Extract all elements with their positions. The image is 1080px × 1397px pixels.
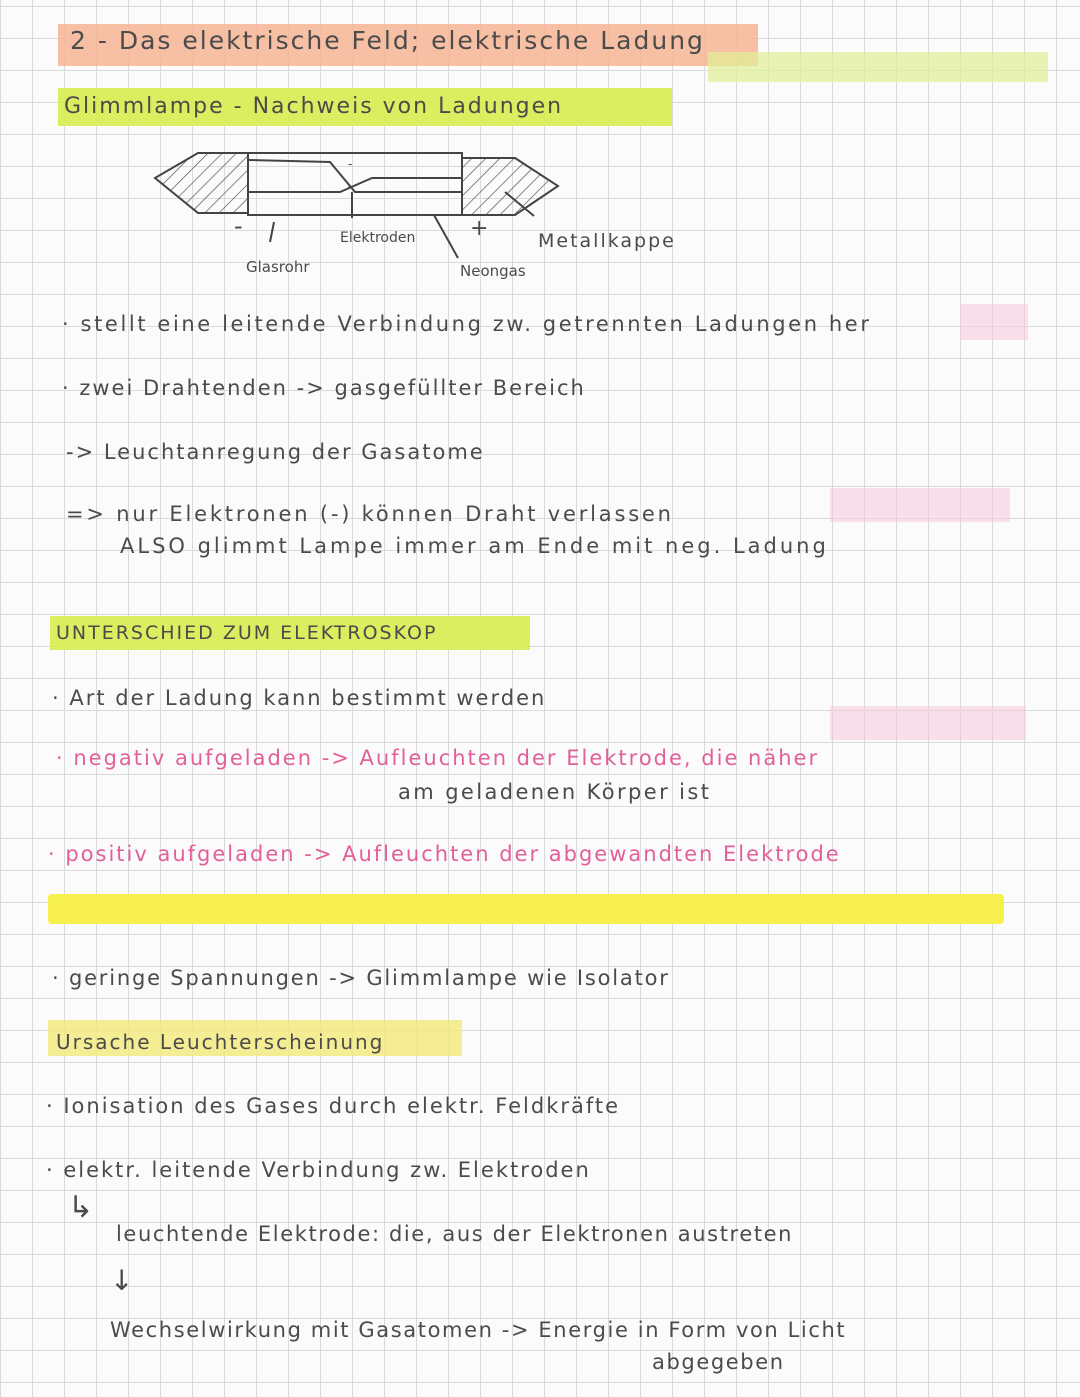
section3-heading: Ursache Leuchterscheinung [56, 1030, 385, 1054]
note-line: · geringe Spannungen -> Glimmlampe wie Isolator [52, 966, 670, 990]
note-line-pink: · negativ aufgeladen -> Aufleuchten der Elektrode, die näher [56, 746, 820, 770]
label-metal-cap: Metallkappe [538, 230, 676, 252]
plus-sign: + [470, 216, 491, 241]
pink-mark-2 [830, 488, 1010, 522]
svg-text:-: - [348, 179, 353, 193]
note-line: am geladenen Körper ist [398, 780, 712, 804]
svg-text:-: - [348, 157, 353, 171]
note-line: · Ionisation des Gases durch elektr. Feldkräfte [46, 1094, 621, 1118]
pink-mark-1 [960, 304, 1028, 340]
note-line: -> Leuchtanregung der Gasatome [66, 440, 485, 464]
left-metal-cap [155, 153, 248, 213]
note-line-pink: · positiv aufgeladen -> Aufleuchten der abgewandten Elektrode [48, 842, 841, 866]
page-title: 2 - Das elektrische Feld; elektrische Ladung [70, 26, 705, 55]
label-glass-tube: Glasrohr [246, 258, 310, 276]
section2-heading: UNTERSCHIED ZUM ELEKTROSKOP [56, 622, 438, 644]
minus-sign: - [234, 212, 245, 240]
electrode-left [248, 160, 462, 192]
note-line: · stellt eine leitende Verbindung zw. getrennten Ladungen her [62, 312, 872, 336]
note-line: abgegeben [652, 1350, 785, 1374]
down-arrow: ↓ [110, 1264, 134, 1297]
note-line: · zwei Drahtenden -> gasgefüllter Bereich [62, 376, 586, 400]
electrode-right [248, 178, 462, 192]
divider-highlight [48, 894, 1004, 924]
title-side-highlight [708, 52, 1048, 82]
hook-arrow: ↳ [68, 1190, 94, 1225]
note-line: · elektr. leitende Verbindung zw. Elektroden [46, 1158, 591, 1182]
note-line: ALSO glimmt Lampe immer am Ende mit neg. Ladung [120, 534, 829, 558]
label-neon-gas: Neongas [460, 262, 526, 280]
note-line: leuchtende Elektrode: die, aus der Elektronen austreten [116, 1222, 794, 1246]
label-electrodes: Elektroden [340, 230, 416, 246]
right-metal-cap [462, 158, 558, 215]
note-line: Wechselwirkung mit Gasatomen -> Energie in Form von Licht [110, 1318, 847, 1342]
note-line: => nur Elektronen (-) können Draht verlassen [66, 502, 674, 526]
glass-tube [248, 153, 462, 215]
section1-heading: Glimmlampe - Nachweis von Ladungen [64, 94, 564, 119]
pink-mark-3 [830, 706, 1026, 740]
note-line: · Art der Ladung kann bestimmt werden [52, 686, 547, 710]
